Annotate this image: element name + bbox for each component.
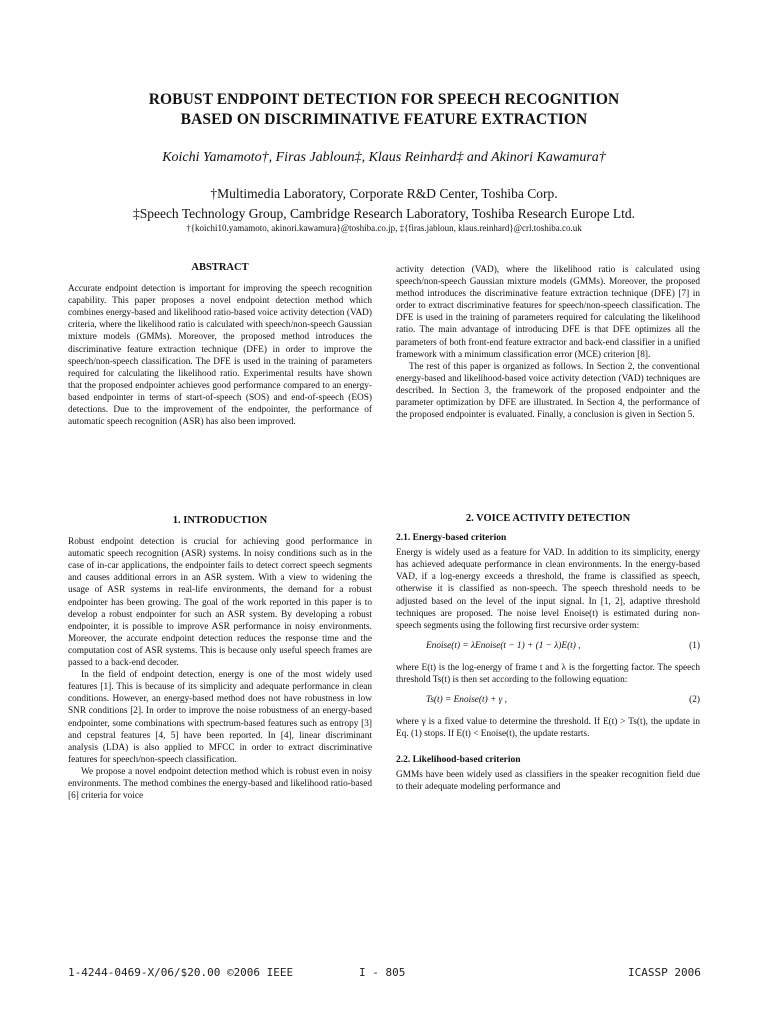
equation-1 (396, 640, 700, 654)
title-line-2: BASED ON DISCRIMINATIVE FEATURE EXTRACTION (180, 111, 588, 128)
intro-continuation: activity detection (VAD), where the likelihood ratio is calculated using speech/non-speech Gaussian mixture models (GMMs). Moreover, the proposed method introduces the discriminative feature extraction technique (DFE) [7] in order to extract discriminative features for speech/non-speech classification. The DFE is used in the training of parameters required for calculating the likelihood ratio. The main advantage of introducing DFE is that DFE optimizes all the parameters of both front-end feature extractor and back-end classifier in a unified framework with a minimum classification error (MCE) criterion [8]. (396, 265, 700, 360)
intro-paragraph-3: We propose a novel endpoint detection method which is robust even in noisy environments. The method combines the energy-based and likelihood ratio-based [6] criteria for voice (68, 766, 372, 802)
intro-paragraph-2: In the field of endpoint detection, energy is one of the most widely used features [1]. This is because of its simplicity and adequate performance in clean conditions. However, an energy-based method does not have robustness in low SNR conditions [2]. In order to improve the noise robustness of an energy-based endpointer, some combinations with spectrum-based features such as entropy [3] and cepstral features [4, 5] have been reported. In [4], linear discriminant analysis (LDA) is also applied to MFCC in order to extract discriminative features for speech/non-speech classification. (68, 670, 372, 765)
section-2 (396, 513, 700, 794)
footer-conference: ICASSP 2006 (628, 966, 701, 979)
likelihood-criterion-text: GMMs have been widely used as classifiers in the speaker recognition field due to their adequate modeling performance and (396, 770, 700, 793)
equation-1-formula: Enoise(t) = λEnoise(t − 1) + (1 − λ)E(t) , (426, 640, 581, 651)
equation-2-formula: Ts(t) = Enoise(t) + γ , (426, 695, 507, 706)
affiliation-2: ‡Speech Technology Group, Cambridge Research Laboratory, Toshiba Research Europe Ltd. (132, 206, 636, 221)
abstract-text: Accurate endpoint detection is important for improving the speech recognition capability. This paper proposes a novel endpoint detection method which combines energy-based and likelihood ratio-based voice activity detection (VAD) criteria, where the likelihood ratio is calculated with speech/non-speech Gaussian mixture models (GMMs). Moreover, the proposed method introduces the discriminative feature extraction technique (DFE) in order to improve the speech/non-speech classification. The DFE is used in the training of parameters required for calculating the likelihood ratio. Experimental results have shown that the proposed endpointer achieves good performance compared to an energy-based endpointer in terms of start-of-speech (SOS) and end-of-speech (EOS) detections. Due to the improvement of the endpointer, the performance of automatic speech recognition (ASR) has also been improved. (68, 284, 372, 428)
right-column-intro (396, 264, 700, 421)
paper-title (60, 90, 708, 130)
section-2-heading: 2. VOICE ACTIVITY DETECTION (465, 513, 631, 524)
equation-2-number: (2) (689, 695, 700, 706)
footer-page-number: I - 805 (359, 966, 406, 979)
subsection-2-1-heading: 2.1. Energy-based criterion (396, 533, 507, 544)
equation-2 (396, 694, 700, 708)
title-line-1: ROBUST ENDPOINT DETECTION FOR SPEECH RECOGNITION (148, 91, 620, 108)
introduction-heading: 1. INTRODUCTION (172, 515, 268, 526)
paper-organization: The rest of this paper is organized as follows. In Section 2, the conventional energy-based and likelihood-based voice activity detection (VAD) techniques are described. In Section 3, the framework of the proposed endpointer and the parameter optimization by DFE are illustrated. In Section 4, the performance of the proposed endpointer is evaluated. Finally, a conclusion is given in Section 5. (396, 361, 700, 421)
author-emails: †{koichi10.yamamoto, akinori.kawamura}@toshiba.co.jp, ‡{firas.jabloun, klaus.reinhard}@crl.toshiba.co.uk (186, 223, 582, 233)
threshold-text: where γ is a fixed value to determine the threshold. If E(t) > Ts(t), the update in Eq. (1) stops. If E(t) < Enoise(t), the update restarts. (396, 717, 700, 740)
footer-copyright: 1-4244-0469-X/06/$20.00 ©2006 IEEE (68, 966, 294, 979)
affiliation-1: †Multimedia Laboratory, Corporate R&D Center, Toshiba Corp. (210, 186, 558, 201)
subsection-2-2-heading: 2.2. Likelihood-based criterion (396, 755, 521, 766)
authors: Koichi Yamamoto†, Firas Jabloun‡, Klaus Reinhard‡ and Akinori Kawamura† (162, 150, 606, 165)
introduction-section (68, 515, 372, 802)
abstract-heading: ABSTRACT (191, 262, 249, 273)
intro-paragraph-1: Robust endpoint detection is crucial for achieving good performance in automatic speech recognition (ASR) systems. In noisy conditions such as in the case of in-car applications, the endpointer fails to detect correct speech segments and causes additional errors in an ASR system. With a view to widening the usage of ASR systems in real-life environments, the demand for a robust endpointer has been growing. The goal of the work reported in this paper is to develop a robust endpointer for such an ASR system. By developing a robust endpointer, it is possible to improve ASR performance in noisy environments. Moreover, the accurate endpoint detection reduces the response time and the computation cost of ASR systems. This is because only useful speech frames are passed to a back-end decoder. (68, 537, 372, 669)
abstract-section (68, 262, 372, 428)
equation-1-number: (1) (689, 640, 700, 651)
forgetting-factor-text: where E(t) is the log-energy of frame t and λ is the forgetting factor. The speech threshold Ts(t) is then set according to the following equation: (396, 662, 700, 685)
energy-criterion-text: Energy is widely used as a feature for VAD. In addition to its simplicity, energy has achieved adequate performance in clean environments. In the energy-based VAD, if a log-energy exceeds a threshold, the frame is classified as speech, otherwise it is classified as non-speech. The speech threshold needs to be adjusted based on the level of the input signal. In [1, 2], adaptive threshold techniques are proposed. The noise level Enoise(t) is estimated during non-speech segments using the following first recursive order system: (396, 548, 700, 631)
